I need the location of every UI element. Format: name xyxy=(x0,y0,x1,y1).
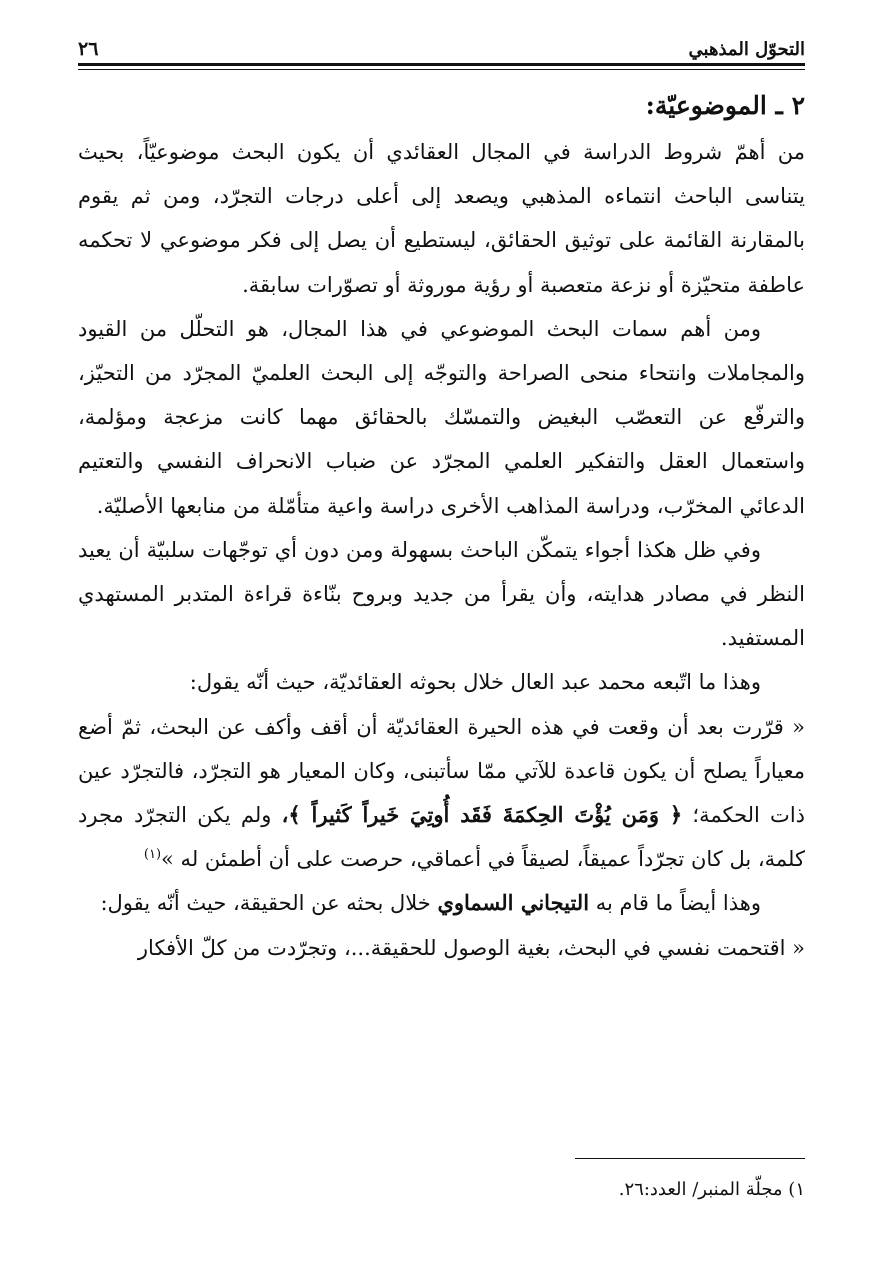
header-rule xyxy=(78,63,805,66)
footnote: ١) مجلّة المنبر/ العدد:٢٦. xyxy=(618,1179,805,1200)
page-number: ٢٦ xyxy=(78,38,99,60)
footnote-reference[interactable]: (١) xyxy=(143,847,162,863)
header-rule-thin xyxy=(78,69,805,70)
quote-paragraph-1 xyxy=(78,705,805,882)
author-name: التيجاني السماوي xyxy=(437,890,590,916)
paragraph-1: من أهمّ شروط الدراسة في المجال العقائدي أن يكون البحث موضوعيّاً، بحيث يتناسى الباحث انتماءه المذهبي ويصعد إلى أعلى درجات التجرّد، ومن ثم يقوم بالمقارنة القائمة على توثيق الحقائق، ليستطيع أن يصل إلى فكر موضوعي لا تحكمه عاطفة متحيّزة أو نزعة متعصبة أو رؤية موروثة أو تصوّرات سابقة. xyxy=(78,140,805,297)
paragraph-6-start: وهذا أيضاً ما قام به xyxy=(595,891,761,916)
section-heading: ٢ ـ الموضوعيّة: xyxy=(645,91,805,120)
quote-1-end: ولم يكن التجرّد مجرد كلمة، بل كان تجرّداً عميقاً، لصيقاً في أعماقي، حرصت على أن أطمئن له » xyxy=(78,803,805,872)
paragraph-4: وهذا ما اتّبعه محمد عبد العال خلال بحوثه العقائديّة، حيث أنّه يقول: xyxy=(189,670,761,695)
running-title: التحوّل المذهبي xyxy=(688,39,805,60)
paragraph-3: وفي ظل هكذا أجواء يتمكّن الباحث بسهولة ومن دون أي توجّهات سلبيّة أن يعيد النظر في مصادر هدايته، وأن يقرأ من جديد وبروح بنّاءة قراءة المتدبر المستهدي المستفيد. xyxy=(78,537,805,651)
quote-paragraph-2: « اقتحمت نفسي في البحث، بغية الوصول للحقيقة...، وتجرّدت من كلّ الأفكار xyxy=(137,935,805,960)
quran-verse: ﴿ وَمَن يُؤْتَ الحِكمَةَ فَقَد أُوتِيَ خَيراً كَثيراً ﴾، xyxy=(281,802,683,828)
footnote-rule xyxy=(575,1158,805,1159)
running-header xyxy=(78,30,805,60)
page-body xyxy=(78,84,805,970)
paragraph-6 xyxy=(78,881,805,925)
quote-1-start: « قرّرت بعد أن وقعت في هذه الحيرة العقائديّة أن أقف وأكف عن البحث، ثمّ أضع معياراً يصلح أن يكون قاعدة للآتي ممّا سأتبنى، وكان المعيار هو التجرّد، فالتجرّد عين ذات الحكمة؛ xyxy=(78,714,806,828)
paragraph-2: ومن أهم سمات البحث الموضوعي في هذا المجال، هو التحلّل من القيود والمجاملات وانتحاء منحى الصراحة والتوجّه إلى البحث العلميّ المجرّد من التحيّز، والترفّع عن التعصّب البغيض والتمسّك بالحقائق مهما كانت مزعجة ومؤلمة، واستعمال العقل والتفكير العلمي المجرّد عن ضباب الانحراف النفسي والتعتيم الدعائي المخرّب، ودراسة المذاهب الأخرى دراسة واعية متأمّلة من منابعها الأصليّة. xyxy=(78,316,805,518)
paragraph-6-end: خلال بحثه عن الحقيقة، حيث أنّه يقول: xyxy=(100,891,431,916)
